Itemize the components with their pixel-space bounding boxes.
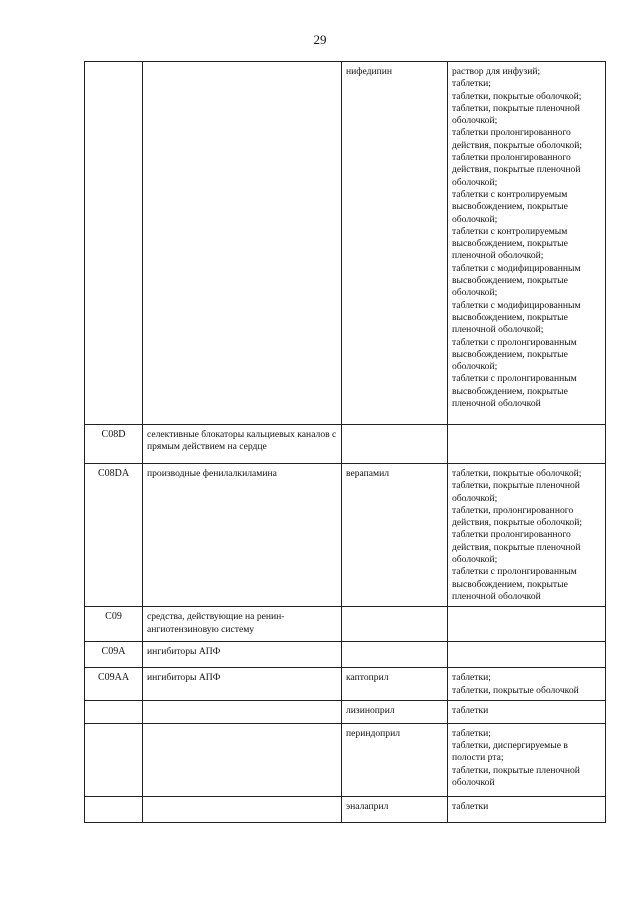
anatomical-therapeutic-group-cell: ингибиторы АПФ [143, 642, 342, 668]
anatomical-therapeutic-group-cell [143, 700, 342, 723]
dosage-form-item: таблетки [452, 800, 489, 812]
drug-name-cell: верапамил [342, 464, 448, 607]
anatomical-therapeutic-group-cell [143, 723, 342, 796]
drug-table [84, 61, 606, 823]
dosage-form-item: таблетки с модифицированным высвобождением, покрытые оболочкой; [452, 262, 581, 299]
table-row [85, 425, 606, 464]
table-row [85, 62, 606, 425]
dosage-form-item: таблетки, покрытые пленочной оболочкой [452, 764, 580, 789]
dosage-forms-cell [448, 62, 606, 425]
drug-name-cell: эналаприл [342, 796, 448, 822]
dosage-form-item: таблетки; [452, 672, 491, 684]
dosage-form-item: таблетки с контролируемым высвобождением, покрытые пленочной оболочкой; [452, 225, 568, 262]
dosage-forms-cell [448, 723, 606, 796]
dosage-form-item: таблетки, покрытые оболочкой [452, 684, 579, 696]
dosage-form-item: таблетки, пролонгированного действия, покрытые оболочкой; [452, 504, 583, 529]
dosage-form-item: таблетки, покрытые оболочкой; [452, 90, 582, 102]
dosage-form-item: таблетки, покрытые оболочкой; [452, 468, 582, 479]
atc-code-cell: C08DA [85, 464, 143, 607]
dosage-forms-cell [448, 668, 606, 701]
dosage-form-item: таблетки; [452, 727, 491, 739]
atc-code-cell [85, 796, 143, 822]
dosage-forms-cell [448, 642, 606, 668]
dosage-form-item: таблетки, диспергируемые в полости рта; [452, 740, 568, 764]
dosage-form-item: таблетки [452, 704, 489, 716]
anatomical-therapeutic-group-cell [143, 796, 342, 822]
dosage-form-item: таблетки пролонгированного действия, покрытые пленочной оболочкой; [452, 529, 581, 566]
table-row [85, 668, 606, 701]
dosage-forms-cell [448, 700, 606, 723]
dosage-form-item: таблетки с пролонгированным высвобождением, покрытые оболочкой; [452, 336, 577, 373]
atc-code-cell: C09 [85, 607, 143, 642]
dosage-forms-cell [448, 464, 606, 607]
dosage-form-item: таблетки, покрытые пленочной оболочкой; [452, 480, 580, 504]
table-row [85, 796, 606, 822]
atc-code-cell [85, 62, 143, 425]
table-row [85, 464, 606, 607]
dosage-form-item: таблетки; [452, 78, 491, 90]
anatomical-therapeutic-group-cell: селективные блокаторы кальциевых каналов с прямым действием на сердце [143, 425, 342, 464]
page-number: 29 [313, 32, 327, 47]
atc-code-cell: C09AA [85, 668, 143, 701]
dosage-form-item: таблетки с пролонгированным высвобождением, покрытые пленочной оболочкой [452, 373, 577, 410]
drug-name-cell [342, 607, 448, 642]
dosage-forms-cell [448, 607, 606, 642]
dosage-form-item: таблетки, покрытые пленочной оболочкой; [452, 102, 580, 127]
table-row [85, 607, 606, 642]
drug-name-cell: лизиноприл [342, 700, 448, 723]
drug-name-cell: каптоприл [342, 668, 448, 701]
table-row [85, 642, 606, 668]
dosage-form-item: раствор для инфузий; [452, 66, 541, 77]
drug-name-cell: нифедипин [342, 62, 448, 425]
drug-name-cell [342, 425, 448, 464]
dosage-form-item: таблетки пролонгированного действия, покрытые оболочкой; [452, 127, 583, 151]
table-row [85, 723, 606, 796]
drug-name-cell [342, 642, 448, 668]
atc-code-cell [85, 700, 143, 723]
table-row [85, 700, 606, 723]
atc-code-cell [85, 723, 143, 796]
anatomical-therapeutic-group-cell [143, 62, 342, 425]
anatomical-therapeutic-group-cell: средства, действующие на ренин-ангиотензиновую систему [143, 607, 342, 642]
atc-code-cell: C09A [85, 642, 143, 668]
dosage-forms-cell [448, 425, 606, 464]
dosage-form-item: таблетки с пролонгированным высвобождением, покрытые пленочной оболочкой [452, 566, 577, 602]
anatomical-therapeutic-group-cell: производные фенилалкиламина [143, 464, 342, 607]
dosage-form-item: таблетки с контролируемым высвобождением, покрытые оболочкой; [452, 188, 568, 225]
dosage-forms-cell [448, 796, 606, 822]
dosage-form-item: таблетки пролонгированного действия, покрытые пленочной оболочкой; [452, 152, 581, 188]
atc-code-cell: C08D [85, 425, 143, 464]
drug-name-cell: периндоприл [342, 723, 448, 796]
dosage-form-item: таблетки с модифицированным высвобождением, покрытые пленочной оболочкой; [452, 299, 581, 336]
anatomical-therapeutic-group-cell: ингибиторы АПФ [143, 668, 342, 701]
